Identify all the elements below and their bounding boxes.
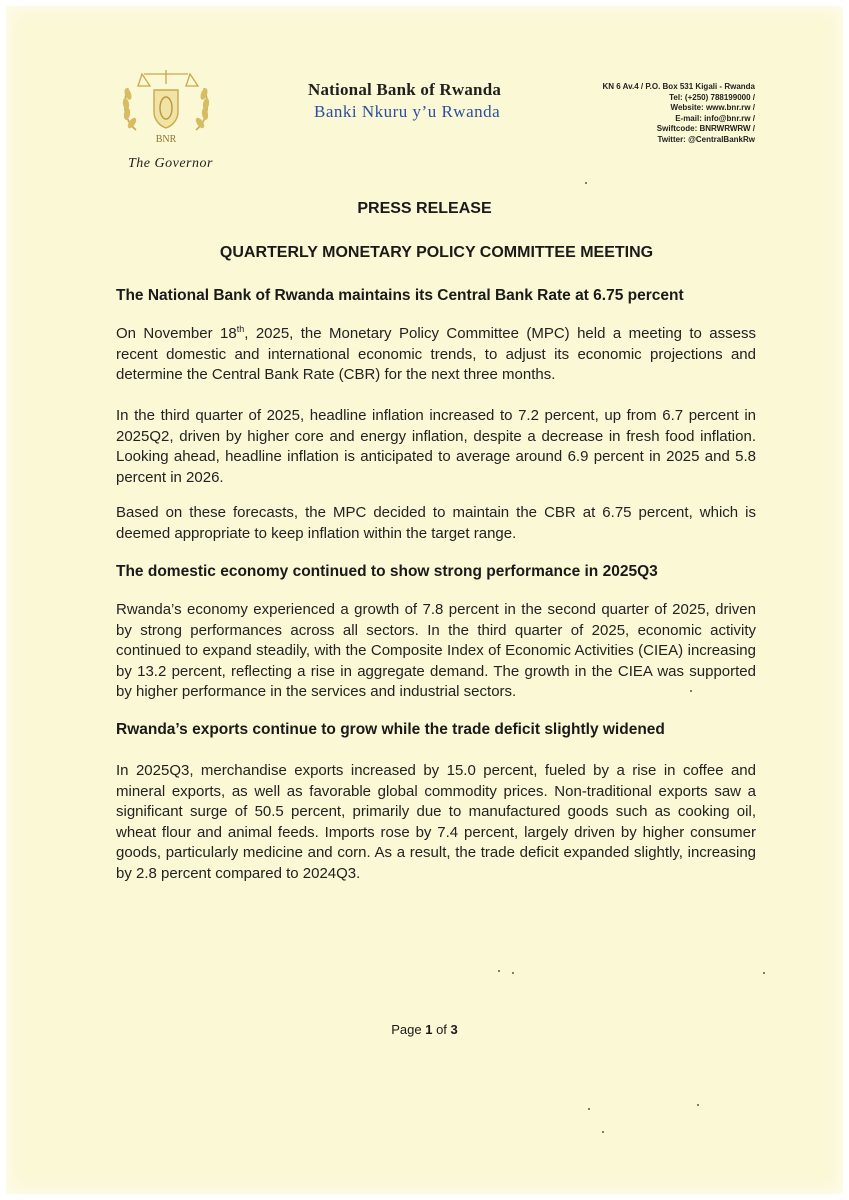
logo-text: BNR (155, 134, 177, 145)
contact-block (603, 82, 756, 146)
scan-speck (498, 970, 500, 972)
section-heading-cbr: The National Bank of Rwanda maintains its Central Bank Rate at 6.75 percent (116, 287, 684, 304)
contact-swiftcode: Swiftcode: BNRWRWRW / (656, 124, 755, 134)
scan-speck (690, 690, 692, 692)
bank-name: National Bank of Rwanda (308, 80, 502, 99)
scan-speck (512, 972, 514, 974)
contact-address: KN 6 Av.4 / P.O. Box 531 Kigali - Rwanda (602, 82, 755, 91)
scan-speck (588, 1108, 590, 1110)
contact-email: E-mail: info@bnr.rw / (675, 113, 755, 123)
contact-website: Website: www.bnr.rw / (670, 103, 755, 113)
document-subtitle: QUARTERLY MONETARY POLICY COMMITTEE MEETING (219, 244, 654, 261)
signatory-title: The Governor (128, 156, 213, 171)
paragraph-mpc-meeting: On November 18th, 2025, the Monetary Policy Committee (MPC) held a meeting to assess recent domestic and international economic trends, to adjust its economic projections and determine the Central Bank Rate (CBR) for the next three months. (116, 324, 756, 383)
contact-phone: Tel: (+250) 788199000 / (669, 92, 755, 102)
page-number: Page 1 of 3 (391, 1022, 458, 1037)
scan-speck (763, 972, 765, 974)
bank-name-kinyarwanda: Banki Nkuru y’u Rwanda (314, 102, 501, 121)
bnr-logo (114, 64, 218, 146)
press-release-title: PRESS RELEASE (357, 200, 492, 217)
scan-speck (602, 1131, 604, 1133)
paragraph-trade: In 2025Q3, merchandise exports increased by 15.0 percent, fueled by a rise in coffee and mineral exports, as well as favorable global commodity prices. Non-traditional exports saw a significant surge of 50.5 percent, primarily due to manufactured goods such as cooking oil, wheat flour and animal feeds. Imports rose by 7.4 percent, largely driven by higher consumer goods, particularly medicine and corn. As a result, the trade deficit expanded slightly, increasing by 2.8 percent compared to 2024Q3. (116, 762, 756, 882)
paragraph-growth: Rwanda’s economy experienced a growth of 7.8 percent in the second quarter of 2025, driven by strong performances across all sectors. In the third quarter of 2025, economic activity continued to expand steadily, with the Composite Index of Economic Activities (CIEA) increasing by 13.2 percent, reflecting a rise in aggregate demand. The growth in the CIEA was supported by higher performance in the services and industrial sectors. (116, 601, 756, 700)
paragraph-cbr-decision: Based on these forecasts, the MPC decided to maintain the CBR at 6.75 percent, which is deemed appropriate to keep inflation within the target range. (116, 504, 756, 542)
paragraph-inflation: In the third quarter of 2025, headline inflation increased to 7.2 percent, up from 6.7 percent in 2025Q2, driven by higher core and energy inflation, despite a decrease in fresh food inflation. Looking ahead, headline inflation is anticipated to average around 6.9 percent in 2025 and 5.8 percent in 2026. (116, 407, 756, 486)
section-heading-domestic-economy: The domestic economy continued to show strong performance in 2025Q3 (116, 563, 658, 580)
scan-speck (697, 1104, 699, 1106)
contact-twitter: Twitter: @CentralBankRw (657, 134, 755, 144)
section-heading-exports: Rwanda’s exports continue to grow while the trade deficit slightly widened (116, 721, 665, 738)
scan-speck (585, 182, 587, 184)
